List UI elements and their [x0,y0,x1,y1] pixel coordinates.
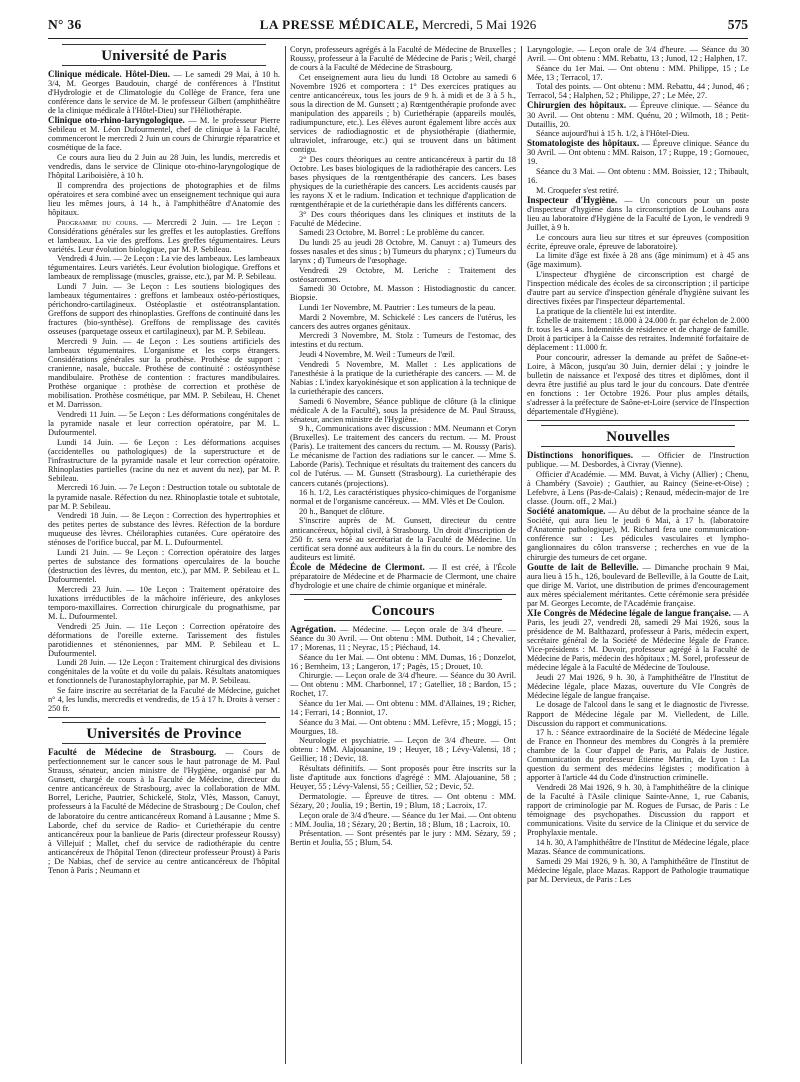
column-3 [527,44,749,1066]
paragraph: 3° Des cours théoriques dans les cliniques et instituts de la Faculté de Médecine. [290,209,516,228]
paragraph: Mercredi 16 Juin. — 7e Leçon : Destruction totale ou subtotale de la pyramide nasale. Réfection du nez. Rhinoplastie totale et subtotale, par M. P. Sebileau. [48,483,280,511]
paragraph: Dermatologie. — Épreuve de titres. — Ont obtenu : MM. Sézary, 20 ; Joulia, 19 ; Bertin, 19 ; Blum, 18 ; Lacroix, 17. [290,791,516,810]
section-rule [62,743,266,744]
issue-number: N° 36 [48,17,82,32]
article-heading: École de Médecine de Clermont. [290,561,425,572]
article [527,196,749,232]
column-1 [48,44,280,1066]
paragraph: Du lundi 25 au jeudi 28 Octobre, M. Canuyt : a) Tumeurs des fosses nasales et des sinus ; b) Tumeurs du pharynx ; c) Tumeurs du larynx ; d) Tumeurs de l'œsophage. [290,237,516,266]
paragraph: 16 h. 1/2, Les caractéristiques physico-chimiques de l'organisme normal et de l'organisme cancéreux. — MM. Vlès et De Coulon. [290,488,516,507]
paragraph: Séance du 1er Mai. — Ont obtenu : MM. Philippe, 15 ; Le Mée, 13 ; Terracol, 17. [527,63,749,82]
paragraph: Leçon orale de 3/4 d'heure. — Séance du 1er Mai. — Ont obtenu : MM. Joulia, 18 ; Sézary, 20 ; Bertin, 18 ; Blum, 18 ; Lacroix, 10. [290,810,516,829]
paragraph: Cet enseignement aura lieu du lundi 18 Octobre au samedi 6 Novembre 1926 et comportera : 1° Des exercices pratiques au centre anticancéreux, tous les jours de 9 h. à midi et de 3 à 5 h., sous la direction de M. Gunsett ; a) Rœntgenthérapie profonde avec manipulation des appareils ; b) Curiethérapie (appareils moulés, radiumpuncture, etc.). Les élèves auront également libre accès aux services de radiodiagnostic et de physiothérapie (diathermie, ultraviolet, infrarouge, etc.) qui se trouvent dans un bâtiment contigu. [290,72,516,155]
paragraph: Lundi 7 Juin. — 3e Leçon : Les soutiens biologiques des lambeaux tégumentaires : greffons et lambeaux ostéo-périostiques, périchondro-cartilagineux. Ostéoplastie et ostéotransplantation. Greffons de support des rhinoplasties. Greffons de continuité dans les fractures (bio-synthèse). Greffons de remplissage des cavités osseuses (parquetage osseux et cartilagineux), par M. P. Sebileau. [48,282,280,337]
paper-name: LA PRESSE MÉDICALE, [259,17,419,32]
paragraph: Vendredi 4 Juin. — 2e Leçon : La vie des lambeaux. Les lambeaux tégumentaires. Leurs variétés. Leur évolution biologique. Greffons et lambeaux de remplissage (muscles, graisse, etc.), par M. P. Sebileau. [48,254,280,282]
paragraph: Séance du 3 Mai. — Ont obtenu : MM. Boissier, 12 ; Thibault, 16. [527,166,749,186]
paragraph: M. Croquefer s'est retiré. [536,185,619,195]
section-rule [304,599,502,600]
paragraph: Présentation. — Sont présentés par le jury : MM. Sézary, 59 ; Bertin et Joulia, 55 ; Blum, 54. [290,829,516,848]
issue-date: Mercredi, 5 Mai 1926 [422,17,537,32]
paragraph: S'inscrire auprès de M. Gunsett, directeur du centre anticancéreux, hôpital civil, à Strasbourg. Un droit d'inscription de 250 fr. sera versé au secrétariat de la Faculté de Médecine. Un certificat sera donné aux auditeurs à la fin du cours. Le nombre des auditeurs est limité. [290,516,516,562]
article-heading: Faculté de Médecine de Strasbourg. [48,747,217,758]
paragraph: Mercredi 23 Juin. — 10e Leçon : Traitement opératoire des luxations irréductibles de la mâchoire inférieure, des ankyloses temporo-maxillaires. Correction chirurgicale du prognathisme, par M. L. Dufourmentel. [48,584,280,621]
article [48,116,280,152]
article-heading: Société anatomique. [527,506,606,517]
paragraph: Officier d'Académie. — MM. Buvat, à Vichy (Allier) ; Chenu, à Chambéry (Savoie) ; Gauthier, au Raincy (Seine-et-Oise) ; Lefebvre, à Lens (Pas-de-Calais) ; Renaud, médecin-major de 1re classe. (Journ. off., 2 Mai.) [527,470,749,507]
paragraph [48,218,280,254]
paragraph: Le dosage de l'alcool dans le sang et le diagnostic de l'ivresse. Rapport de Médecine légale par M. Vielledent, de Lille. Discussion du rapport et communications. [527,700,749,728]
paragraph: Lundi 21 Juin. — 9e Leçon : Correction opératoire des larges pertes de substance des formations operculaires de la bouche (destruction des lèvres, du menton, etc.), par MM. P. Sebileau et L. Dufourmentel. [48,547,280,585]
paragraph-text: — Mercredi 2 Juin. — 1re Leçon : Considérations générales sur les greffes et les autoplasties. Greffons et lambeaux. La vie des greffons. Les greffes tégumentaires. Leurs variétés. Leur évolution biologique, par M. P. Sebileau. [48,217,280,254]
article-heading: Distinctions honorifiques. [527,450,633,461]
paragraph: L'inspecteur d'hygiène de circonscription est chargé de l'inspection médicale des écoles de sa circonscription ; il participe d'autre part au service d'inspection générale d'hygiène suivant les directives fixées par l'inspecteur départemental. [527,269,749,307]
article-text: — Épreuve clinique. Séance du 30 Avril. — Ont obtenu : MM. Raison, 17 ; Ruppe, 19 ; Gornouec, 19. [527,139,749,167]
header-rule [48,38,748,39]
article [527,101,749,128]
section-rule [527,420,749,421]
section-title-universite-paris: Université de Paris [101,48,227,64]
paragraph: Vendredi 11 Juin. — 5e Leçon : Les déformations congénitales de la pyramide nasale et leur correction opératoire, par M. L. Dufourmentel. [48,409,280,437]
article [290,563,516,590]
paragraph: Vendredi 29 Octobre, M. Leriche : Traitement des ostéosarcomes. [290,265,516,284]
paragraph: Jeudi 4 Novembre, M. Weil : Tumeurs de l'œil. [299,350,455,360]
article-heading: Stomatologiste des hôpitaux. [527,138,640,149]
paragraph-lead: Programme du cours. [57,217,139,227]
article [527,139,749,166]
page-header [48,17,748,37]
article-text: — Dimanche prochain 9 Mai, aura lieu à 15 h., 126, boulevard de Belleville, à la Goutte de Lait, que dirige M. Variot, une distribution de primes d'encouragement aux mères spécialement méritantes. Cette cérémonie sera présidée par M. Georges Lecomte, de l'Académie française. [527,562,749,608]
paragraph: Neurologie et psychiatrie. — Leçon de 3/4 d'heure. — Ont obtenu : MM. Alajouanine, 19 ; Heuyer, 18 ; Lévy-Valensi, 18 ; Geillier, 18 ; Devic, 18. [290,736,516,764]
section-rule [541,446,735,447]
paragraph: Total des points. — Ont obtenu : MM. Rebattu, 44 ; Junod, 46 ; Terracol, 54 ; Halphen, 52 ; Philippe, 27 ; Le Mée, 27. [527,82,749,101]
article-text: — Il est créé, à l'École préparatoire de Médecine et de Pharmacie de Clermont, une chaire d'hydrologie et une chaire de chimie organique et minérale. [290,562,516,590]
section-title-concours: Concours [371,602,435,619]
article-heading: Chirurgien des hôpitaux. [527,100,627,111]
article [290,625,516,652]
article [527,563,749,608]
paragraph: Samedi 29 Mai 1926, 9 h. 30, A l'amphithéâtre de l'Institut de Médecine légale, place Mazas. Rapport de Pathologie traumatique par M. Dervieux, de Paris : Les [527,856,749,884]
article-heading: Inspecteur d'Hygiène. [527,194,618,205]
paragraph: 2° Des cours théoriques au centre anticancéreux à partir du 18 Octobre. Les bases biologiques de la radiothérapie des cancers. Les bases physiques de la rœntgenthérapie des cancers. Les bases physiques de la curiethérapie des cancers. Les accidents causés par les rayons X et le radium. Indication et technique d'application de rœntgenthérapie et de la curiethérapie dans les différents cancers. [290,154,516,209]
paragraph: Mercredi 9 Juin. — 4e Leçon : Les soutiens artificiels des lambeaux tégumentaires. L'organisme et les corps étrangers. Considérations générales sur la prothèse. Prothèse de support : cranienne, nasale, buccale. Prothèse de continuité : ostéosynthèse mandibulaire. Prothèse de contention : fractures mandibulaires. Prothèse organique : prothèse de correction et prothèse de mobilisation. Prothèse cosmétique, par MM. P. Sebileau, H. Chenet et M. Darrisson. [48,336,280,410]
paragraph: Mardi 2 Novembre, M. Schickelé : Les cancers de l'utérus, les cancers des autres organes génitaux. [290,312,516,331]
paragraph: Lundi 28 Juin. — 12e Leçon : Traitement chirurgical des divisions congénitales de la voûte et du voile du palais. Résultats anatomiques et fonctionnels de l'uranostaphylorraphie, par M. P. Sebileau. [48,658,280,686]
article-text: — Épreuve clinique. — Séance du 30 Avril. — Ont obtenu : MM. Quénu, 20 ; Wilmoth, 18 ; Petit-Dutaillis, 20. [527,101,749,129]
article [48,70,280,115]
column-divider [285,46,286,1064]
section-rule [62,65,266,66]
paragraph: Vendredi 25 Juin. — 11e Leçon : Correction opératoire des déformations de l'oreille externe. Tarissement des fistules parotidiennes et sténoniennes, par MM. P. Sebileau et L. Dufourmentel. [48,621,280,658]
article-text: — Médecine. — Leçon orale de 3/4 d'heure. — Séance du 30 Avril. — Ont obtenu : MM. Duthoit, 14 ; Chevalier, 17 ; Morenas, 11 ; Neyrac, 15 ; Piéchaud, 14. [290,624,516,652]
paragraph: 20 h., Banquet de clôture. [299,506,385,516]
paragraph: Laryngologie. — Leçon orale de 3/4 d'heure. — Séance du 30 Avril. — Ont obtenu : MM. Rebattu, 13 ; Junod, 12 ; Halphen, 17. [527,45,749,64]
paragraph: Chirurgie. — Leçon orale de 3/4 d'heure. — Séance du 30 Avril. — Ont obtenu : MM. Charbonnel, 17 ; Gatellier, 18 ; Bardon, 15 ; Rochet, 17. [290,671,516,699]
section-rule [304,620,502,621]
section-rule [62,722,266,723]
paragraph: Il comprendra des projections de photographies et de films opératoires et sera combiné avec un enseignement technique qui aura lieu les mêmes jours, à 14 h., à l'amphithéâtre d'Anatomie des hôpitaux. [48,180,280,217]
section-title-universites-province: Universités de Province [86,726,242,743]
paragraph: Samedi 6 Novembre, Séance publique de clôture (à la clinique médicale A de la Faculté), sous la présidence de M. Paul Strauss, sénateur, ancien ministre de l'Hygiène. [290,396,516,424]
article-text: — Un concours pour un poste d'inspecteur d'hygiène dans la circonscription de Louhans aura lieu au laboratoire d'Hygiène de la Faculté de Lyon, le vendredi 9 Juillet, à 9 h. [527,195,749,232]
article [527,507,749,561]
paragraph: Vendredi 18 Juin. — 8e Leçon : Correction des hypertrophies et des petites pertes de substance des lèvres. Réfection de la bordure muqueuse des lèvres. Chéiloraphies cutanées. Cure opératoire des sténoses de l'orifice buccal, par M. L. Dufourmentel. [48,511,280,548]
article-text: — A Paris, les jeudi 27, vendredi 28, samedi 29 Mai 1926, sous la présidence de M. Balthazard, professeur à Paris, médecin expert, secrétaire général de la Société de Médecine légale de France. Vice-présidents : M. Duvoir, professeur agrégé à la Faculté de Médecine de Paris, médecin des hôpitaux ; M. Sorel, professeur de médecine légale à la Faculté de Médecine de Toulouse. [527,608,749,673]
page-number: 575 [727,17,748,32]
section-rule [48,717,280,718]
article-heading: Clinique oto-rhino-laryngologique. [48,115,185,126]
paragraph: Ce cours aura lieu du 2 Juin au 28 Juin, les lundis, mercredis et vendredis, dans le service de Clinique oto-rhino-laryngologique de l'hôpital Lariboisière, à 10 h. [48,153,280,181]
paragraph: Se faire inscrire au secrétariat de la Faculté de Médecine, guichet n° 4, les lundis, mercredis et vendredis, de 15 à 17 h. Droits à verser : 250 fr. [48,686,280,714]
section-rule [541,425,735,426]
paragraph: Samedi 30 Octobre, M. Masson : Histodiagnostic du cancer. Biopsie. [290,284,516,303]
article-text: — M. le professeur Pierre Sebileau et M. Léon Dufourmentel, chef de clinique à la Faculté, commenceront le mercredi 2 Juin un cours de Chirurgie réparatrice et cosmétique de la face. [48,116,280,153]
paragraph: Mercredi 3 Novembre, M. Stolz : Tumeurs de l'estomac, des intestins et du rectum. [290,331,516,350]
section-rule [290,594,516,595]
article-text: — Au début de la prochaine séance de la Société, qui aura lieu le jeudi 6 Mai, à 17 h. (laboratoire d'Anatomie pathologique), M. Richard fera une communication-conférence sur : Les pédicules vasculaires et lympho-ganglionnaires du côlon transverse ; recherches en vue de la chirurgie des tumeurs de cet organe. [527,507,749,562]
article-heading: Agrégation. [290,623,336,634]
masthead [48,17,748,33]
paragraph: La pratique de la clientèle lui est interdite. [536,306,677,316]
article-text: — Cours de perfectionnement sur le cancer sous le haut patronage de M. Paul Strauss, sénateur, ancien ministre de l'Hygiène, organisé par M. Gunsett, chargé de cours à la Faculté de Médecine, directeur du centre anticancéreux de Strasbourg, avec la collaboration de MM. Borrel, Leriche, Pautrier, Schickelé, Stolz, Vlès, Masson, Canuyt, professeurs à la Faculté de Médecine de Strasbourg ; De Coulon, chef de laboratoire du centre anticancéreux Romand à Lausanne ; Mme S. Laborde, chef du service de Radio- et Curiethérapie du centre anticancéreux pour la banlieue de Paris (directeur professeur Roussy) à Villejuif ; Mallet, chef du service de radiothérapie du centre anticancéreux de l'hôpital Tenon (directeur professeur Proust) à Paris ; De Nabias, chef de service au centre anticancéreux de l'hôpital Tenon à Paris ; Neumann et [48,748,280,875]
paragraph: Séance du 3 Mai. — Ont obtenu : MM. Lefèvre, 15 ; Moggi, 15 ; Mourgues, 18. [290,717,516,736]
article-heading: Clinique médicale. Hôtel-Dieu. [48,69,170,79]
paragraph: Échelle de traitement : 18.000 à 24.000 fr. par échelon de 2.000 fr. tous les 4 ans. Indemnités de résidence et de charge de famille. Droit à participer à la Caisse des retraites. Indemnité forfaitaire de déplacement : 11.000 fr. [527,316,749,353]
column-2 [290,44,516,1066]
article [527,451,749,469]
paragraph: Lundi 14 Juin. — 6e Leçon : Les déformations acquises (accidentelles ou pathologiques) de la superstructure et de l'infrastructure de la pyramide nasale et leur correction opératoire. Rhinoplasties partielles (racine du nez et auvent du nez), par M. P. Sebileau. [48,437,280,483]
article [527,609,749,672]
paragraph: Vendredi 5 Novembre, M. Mallet : Les applications de l'anesthésie à la pratique de la curiethérapie des cancers. — M. de Nabias : L'index karyokinésique et son application à la technique de la curiethérapie des cancers. [290,359,516,396]
paragraph: Résultats définitifs. — Sont proposés pour être inscrits sur la liste d'aptitude aux fonctions d'agrégé : MM. Alajouanine, 58 ; Heuyer, 55 ; Lévy-Valensi, 55 ; Ceillier, 52 ; Devic, 52. [290,764,516,792]
paragraph: Vendredi 28 Mai 1926, 9 h. 30, à l'amphithéâtre de la clinique de la Faculté à l'Asile clinique Sainte-Anne, 1, rue Cabanis, rapport de criminologie par M. Rogues de Fursac, de Paris : Le témoignage des psychopathes. Discussion du rapport et communications. Visite du service de la Clinique et du service de Prophylaxie mentale. [527,783,749,838]
article-heading: XIe Congrès de Médecine légale de langue française. [527,607,731,618]
article-text: — Le samedi 29 Mai, à 10 h. 3/4, M. Georges Baudouin, chargé de conférences à l'Institut d'Hydrologie et de Climatologie du Collège de France, fera une conférence dans le service de M. le professeur Gilbert (amphithéâtre de la clinique médicale à l'Hôtel-Dieu) sur l'Héliothérapie. [48,70,280,116]
paragraph: Lundi 1er Novembre, M. Pautrier : Les tumeurs de la peau. [299,303,496,313]
article [48,748,280,875]
paragraph: Pour concourir, adresser la demande au préfet de Saône-et-Loire, à Mâcon, jusqu'au 30 Juin, dernier délai ; y joindre le bulletin de naissance et l'exposé des titres et diplômes, dont il devra être justifié au plus tard le jour du concours. Date d'entrée en fonctions : 1er Octobre 1926. Pour plus amples détails, s'adresser à la préfecture de Saône-et-Loire (service de l'Inspection départementale d'Hygiène). [527,353,749,417]
paragraph: Coryn, professeurs agrégés à la Faculté de Médecine de Bruxelles ; Roussy, professeur à la Faculté de Médecine de Paris ; Weil, chargé de cours à la Faculté de Médecine de Strasbourg. [290,45,516,73]
paragraph: 14 h. 30, A l'amphithéâtre de l'Institut de Médecine légale, place Mazas. Séance de communications. [527,837,749,856]
column-divider [521,46,522,1064]
paragraph: Séance du 1er Mai. — Ont obtenu : MM. Dumas, 16 ; Donzelot, 16 ; Bernheim, 13 ; Langeron, 17 ; Pagès, 15 ; Drouet, 10. [290,652,516,671]
article-text: — Officier de l'Instruction publique. — M. Desbordes, à Civray (Vienne). [527,451,749,470]
paragraph: 17 h. : Séance extraordinaire de la Société de Médecine légale de France en l'honneur des membres du Congrès à la première chambre de la Cour d'appel de Paris, au Palais de Justice. Communication du professeur Étienne Martin, de Lyon : La question du serment des médecins légistes ; modification à apporter à l'article 44 du Code d'instruction criminelle. [527,728,749,783]
section-rule [62,44,266,45]
paragraph: Le concours aura lieu sur titres et sur épreuves (composition écrite, épreuve orale, épreuve de laboratoire). [527,232,749,251]
paragraph: La limite d'âge est fixée à 28 ans (âge minimum) et à 45 ans (âge maximum). [527,251,749,270]
section-title-nouvelles: Nouvelles [606,429,670,446]
paragraph: Jeudi 27 Mai 1926, 9 h. 30, à l'amphithéâtre de l'Institut de Médecine légale, place Mazas, ouverture du VIe Congrès de Médecine légale de langue française. [527,672,749,700]
article-heading: Goutte de lait de Belleville. [527,561,639,572]
paragraph: Samedi 23 Octobre, M. Borrel : Le problème du cancer. [299,228,485,238]
paragraph: 9 h., Communications avec discussion : MM. Neumann et Coryn (Bruxelles). Le traitement des cancers du rectum. — M. Proust (Paris). Le traitement des cancers du rectum. — M. Roussy (Paris). Le mécanisme de l'action des radiations sur le cancer. — Mme S. Laborde (Paris). Technique et résultats du traitement des cancers du col de l'utérus. — M. Gunsett (Strasbourg). La curiethérapie des cancers cutanés (projections). [290,424,516,488]
paragraph: Séance du 1er Mai. — Ont obtenu : MM. d'Allaines, 19 ; Richer, 14 ; Ferrari, 14 ; Bonniot, 17. [290,699,516,718]
paragraph: Séance aujourd'hui à 15 h. 1/2, à l'Hôtel-Dieu. [536,129,690,139]
